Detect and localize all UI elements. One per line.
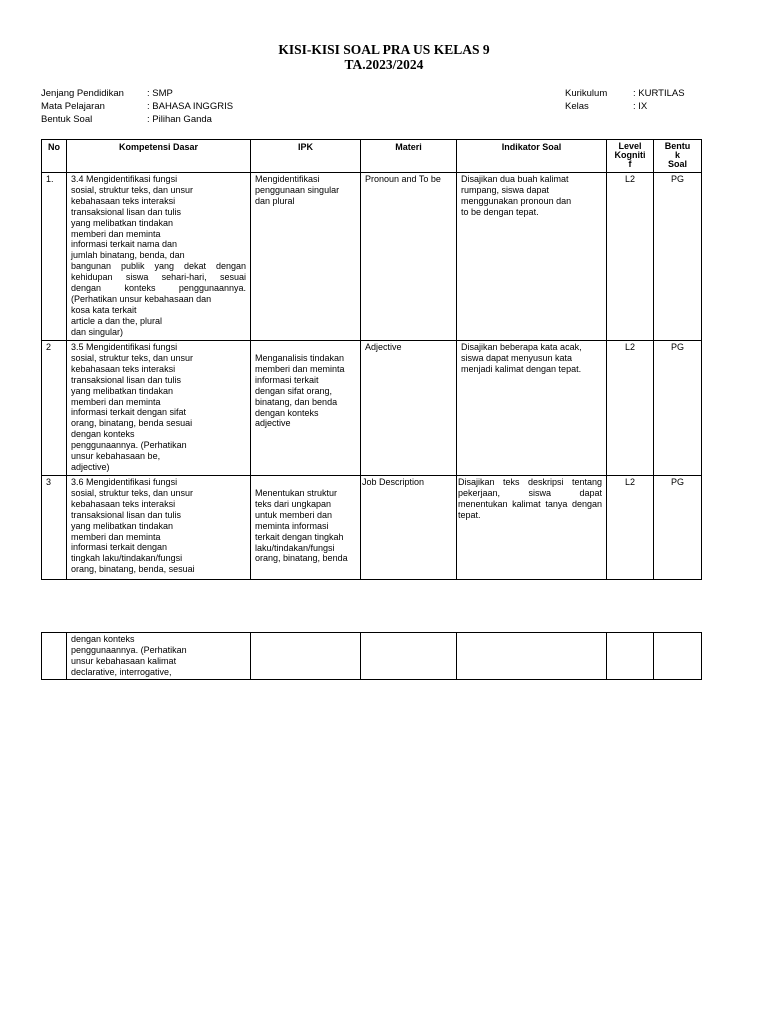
col-header-materi: Materi [361, 140, 457, 173]
kd-text-part: 3.4 Mengidentifikasi fungsi sosial, struktur teks, dan unsur kebahasaan teks interaksi transaksional lisan dan tulis yang melibatkan tindakan memberi dan meminta informasi terkait nama dan jumlah binatang, benda, dan [71, 174, 194, 261]
kisi-kisi-table [41, 139, 702, 580]
kisi-kisi-table-continuation [41, 632, 702, 680]
kd-text-part: kosa kata terkait article a dan the, plural dan singular) [71, 304, 163, 337]
meta-mapel: Mata Pelajaran : BAHASA INGGRIS [41, 101, 234, 112]
cell-level [607, 633, 654, 680]
meta-bentuk-soal: Bentuk Soal : Pilihan Ganda [41, 114, 212, 125]
cell-kd [67, 173, 251, 341]
cell-kd: 3.5 Mengidentifikasi fungsi sosial, struktur teks, dan unsur kebahasaan teks interaksi transaksional lisan dan tulis yang melibatkan tindakan memberi dan meminta informasi terkait dengan sifat orang, binatang, benda sesuai dengan konteks penggunaannya. (Perhatikan unsur kebahasaan be, adjective) [67, 341, 251, 476]
col-header-indikator: Indikator Soal [457, 140, 607, 173]
cell-no: 3 [42, 476, 67, 580]
cell-materi: Adjective [361, 341, 457, 476]
meta-kurikulum: Kurikulum : KURTILAS [565, 88, 685, 99]
meta-right [565, 87, 685, 113]
col-header-no: No [42, 140, 67, 173]
table-header-row [42, 140, 702, 173]
meta-jenjang: Jenjang Pendidikan : SMP [41, 88, 173, 99]
meta-left [41, 87, 233, 126]
cell-level: L2 [607, 341, 654, 476]
cell-materi: Pronoun and To be [361, 173, 457, 341]
col-header-kd: Kompetensi Dasar [67, 140, 251, 173]
cell-materi: Job Description [361, 476, 457, 580]
table-row [42, 341, 702, 476]
cell-materi [361, 633, 457, 680]
cell-bentuk: PG [654, 173, 702, 341]
cell-indikator: Disajikan teks deskripsi tentang pekerjaan, siswa dapat menentukan kalimat tanya dengan tepat. [457, 476, 607, 580]
document-title-line2: TA.2023/2024 [344, 57, 424, 72]
ipk-text: Menentukan struktur teks dari ungkapan untuk memberi dan meminta informasi terkait dengan tingkah laku/tindakan/fungsi orang, binatang, benda [255, 488, 348, 564]
cell-level: L2 [607, 173, 654, 341]
table-row [42, 476, 702, 580]
cell-ipk [251, 341, 361, 476]
col-header-level: Level Kogniti f [607, 140, 654, 173]
kd-text-part: bangunan publik yang dekat dengan kehidupan siswa sehari-hari, sesuai dengan konteks penggunaannya. (Perhatikan unsur kebahasaan dan [71, 261, 246, 304]
cell-ipk: Mengidentifikasi penggunaan singular dan plural [251, 173, 361, 341]
cell-bentuk: PG [654, 341, 702, 476]
cell-indikator: Disajikan beberapa kata acak, siswa dapat menyusun kata menjadi kalimat dengan tepat. [457, 341, 607, 476]
col-header-ipk: IPK [251, 140, 361, 173]
cell-kd: dengan konteks penggunaannya. (Perhatikan unsur kebahasaan kalimat declarative, interrogative, [67, 633, 251, 680]
cell-bentuk: PG [654, 476, 702, 580]
cell-ipk [251, 476, 361, 580]
cell-no: 2 [42, 341, 67, 476]
meta-kelas: Kelas : IX [565, 101, 648, 112]
cell-no: 1. [42, 173, 67, 341]
table-row [42, 633, 702, 680]
cell-level: L2 [607, 476, 654, 580]
document-title-line1: KISI-KISI SOAL PRA US KELAS 9 [278, 42, 490, 57]
table-row [42, 173, 702, 341]
cell-kd: 3.6 Mengidentifikasi fungsi sosial, struktur teks, dan unsur kebahasaan teks interaksi transaksional lisan dan tulis yang melibatkan tindakan memberi dan meminta informasi terkait dengan tingkah laku/tindakan/fungsi orang, binatang, benda, sesuai [67, 476, 251, 580]
col-header-bentuk: Bentu k Soal [654, 140, 702, 173]
cell-bentuk [654, 633, 702, 680]
cell-no [42, 633, 67, 680]
cell-indikator: Disajikan dua buah kalimat rumpang, siswa dapat menggunakan pronoun dan to be dengan tepat. [457, 173, 607, 341]
ipk-text: Menganalisis tindakan memberi dan meminta informasi terkait dengan sifat orang, binatang, dan benda dengan konteks adjective [255, 353, 345, 429]
cell-indikator [457, 633, 607, 680]
cell-ipk [251, 633, 361, 680]
